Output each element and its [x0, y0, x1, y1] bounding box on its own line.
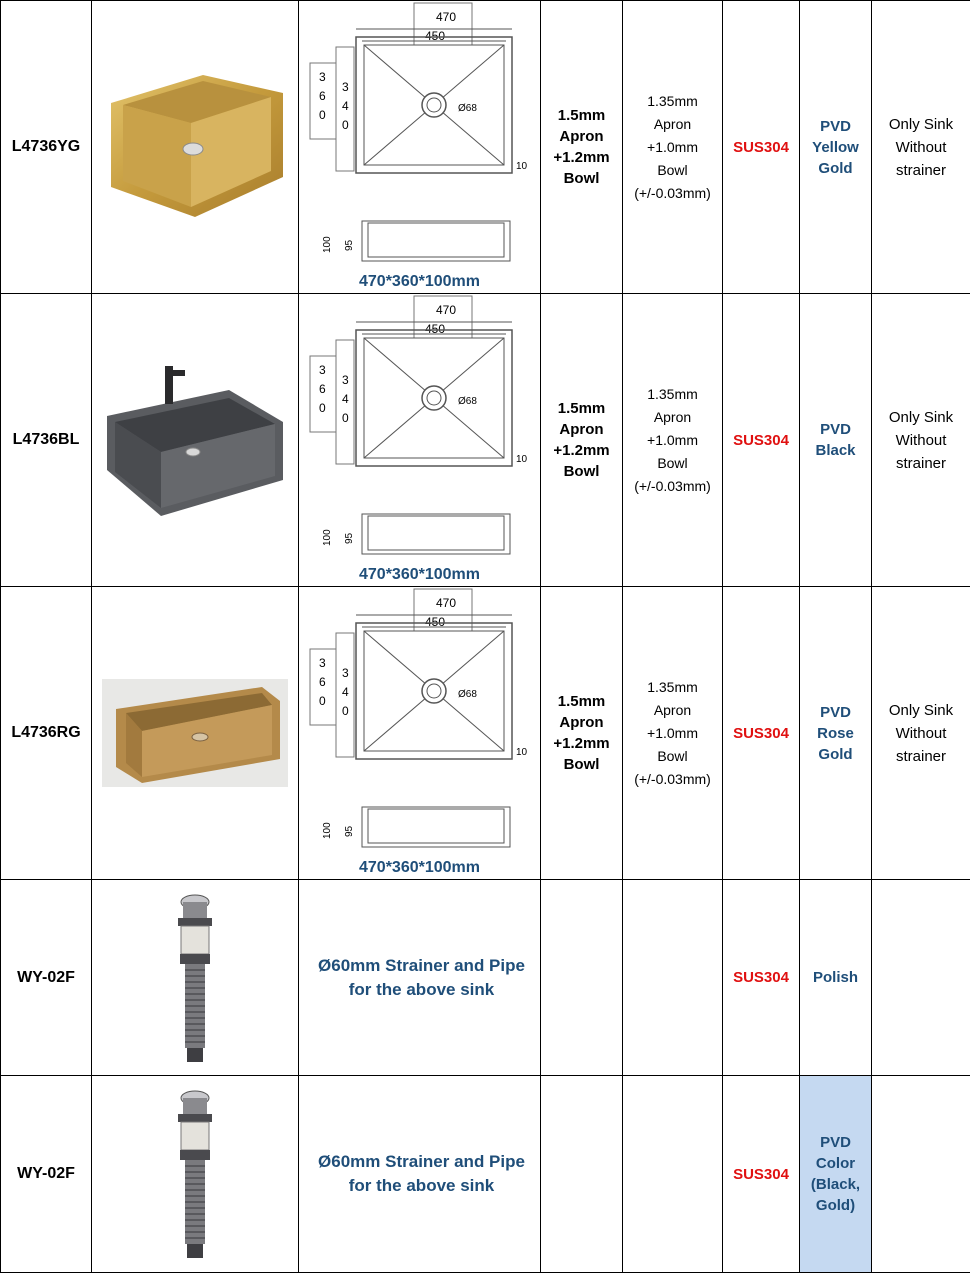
description-line: Ø60mm Strainer and Pipe	[303, 1150, 540, 1174]
tolerance-line: Bowl	[623, 159, 722, 182]
inner-width-label: 450	[425, 322, 445, 336]
material-cell: SUS304	[723, 880, 800, 1076]
remark-line: strainer	[872, 452, 970, 475]
thickness-cell	[541, 880, 623, 1076]
remark-line: strainer	[872, 159, 970, 182]
tolerance-line: +1.0mm	[623, 136, 722, 159]
thickness-line: +1.2mm	[541, 147, 622, 168]
thickness-line: Bowl	[541, 754, 622, 775]
tolerance-line: (+/-0.03mm)	[623, 768, 722, 791]
remark-line: Without	[872, 136, 970, 159]
material-cell: SUS304	[723, 294, 800, 587]
tolerance-cell	[623, 1, 723, 294]
tolerance-line: +1.0mm	[623, 429, 722, 452]
outer-width-label: 470	[436, 10, 456, 24]
finish-line: Rose	[800, 723, 871, 744]
product-photo-cell	[92, 587, 299, 880]
tolerance-line: Apron	[623, 699, 722, 722]
tolerance-line: +1.0mm	[623, 722, 722, 745]
height-inner-label: 95	[344, 532, 355, 544]
drawing-cell	[299, 1, 541, 294]
remark-cell	[872, 880, 970, 1076]
material-cell: SUS304	[723, 1, 800, 294]
thickness-line: Apron	[541, 419, 622, 440]
product-photo-cell	[92, 1, 299, 294]
tolerance-line: (+/-0.03mm)	[623, 475, 722, 498]
table-row	[1, 1076, 970, 1273]
product-code: L4736YG	[1, 1, 92, 294]
remark-line: Only Sink	[872, 406, 970, 429]
outer-depth-digit-1: 3	[319, 70, 326, 84]
tolerance-cell	[623, 587, 723, 880]
finish-cell-highlighted	[800, 1076, 872, 1273]
finish-line: PVD	[800, 116, 871, 137]
tolerance-line: Apron	[623, 406, 722, 429]
drawing-cell	[299, 294, 541, 587]
outer-depth-digit-1: 3	[319, 363, 326, 377]
table-row	[1, 294, 970, 587]
remark-line: Without	[872, 429, 970, 452]
remark-cell	[872, 1076, 970, 1273]
remark-cell	[872, 1, 970, 294]
description-cell	[299, 880, 541, 1076]
corner-radius-label: 10	[516, 747, 528, 758]
thickness-cell	[541, 1, 623, 294]
dimension-caption: 470*360*100mm	[300, 859, 540, 877]
product-photo-cell	[92, 880, 299, 1076]
technical-drawing	[300, 1, 540, 293]
tolerance-cell	[623, 880, 723, 1076]
thickness-line: Apron	[541, 712, 622, 733]
thickness-line: +1.2mm	[541, 440, 622, 461]
finish-cell	[800, 880, 872, 1076]
description-line: Ø60mm Strainer and Pipe	[303, 954, 540, 978]
drain-diameter-label: Ø68	[458, 689, 477, 700]
material-cell: SUS304	[723, 1076, 800, 1273]
height-inner-label: 95	[344, 239, 355, 251]
outer-depth-digit-3: 0	[319, 401, 326, 415]
thickness-line: 1.5mm	[541, 105, 622, 126]
finish-line: Black	[800, 440, 871, 461]
description-line: for the above sink	[303, 1174, 540, 1198]
finish-line: Color	[800, 1153, 871, 1174]
inner-width-label: 450	[425, 615, 445, 629]
inner-depth-digit-2: 4	[342, 99, 349, 113]
outer-width-label: 470	[436, 303, 456, 317]
drain-diameter-label: Ø68	[458, 396, 477, 407]
remark-line: Only Sink	[872, 699, 970, 722]
inner-depth-digit-3: 0	[342, 704, 349, 718]
finish-cell	[800, 1, 872, 294]
table-row	[1, 880, 970, 1076]
technical-drawing	[300, 587, 540, 879]
corner-radius-label: 10	[516, 161, 528, 172]
tolerance-line: Bowl	[623, 745, 722, 768]
technical-drawing	[300, 294, 540, 586]
thickness-cell	[541, 294, 623, 587]
inner-width-label: 450	[425, 29, 445, 43]
finish-line: Gold	[800, 158, 871, 179]
remark-line: Without	[872, 722, 970, 745]
description-cell	[299, 1076, 541, 1273]
inner-depth-digit-3: 0	[342, 118, 349, 132]
thickness-cell	[541, 1076, 623, 1273]
product-code: L4736BL	[1, 294, 92, 587]
tolerance-cell	[623, 1076, 723, 1273]
outer-depth-digit-1: 3	[319, 656, 326, 670]
inner-depth-digit-1: 3	[342, 80, 349, 94]
thickness-line: 1.5mm	[541, 691, 622, 712]
finish-line: Gold	[800, 744, 871, 765]
outer-depth-digit-2: 6	[319, 382, 326, 396]
height-inner-label: 95	[344, 825, 355, 837]
strainer-pipe-photo	[170, 1086, 220, 1262]
finish-line: Polish	[800, 967, 871, 988]
outer-depth-digit-3: 0	[319, 694, 326, 708]
drain-diameter-label: Ø68	[458, 103, 477, 114]
tolerance-line: 1.35mm	[623, 383, 722, 406]
remark-cell	[872, 587, 970, 880]
remark-line: strainer	[872, 745, 970, 768]
description-line: for the above sink	[303, 978, 540, 1002]
inner-depth-digit-2: 4	[342, 685, 349, 699]
finish-cell	[800, 587, 872, 880]
thickness-line: Bowl	[541, 168, 622, 189]
black-rect-sink-photo	[105, 360, 285, 520]
thickness-line: +1.2mm	[541, 733, 622, 754]
height-outer-label: 100	[322, 236, 333, 253]
height-outer-label: 100	[322, 529, 333, 546]
remark-line: Only Sink	[872, 113, 970, 136]
rose-gold-sink-photo	[102, 679, 288, 787]
outer-depth-digit-2: 6	[319, 89, 326, 103]
thickness-line: 1.5mm	[541, 398, 622, 419]
outer-depth-digit-3: 0	[319, 108, 326, 122]
tolerance-line: 1.35mm	[623, 90, 722, 113]
dimension-caption: 470*360*100mm	[300, 273, 540, 291]
inner-depth-digit-1: 3	[342, 666, 349, 680]
thickness-line: Bowl	[541, 461, 622, 482]
product-photo-cell	[92, 294, 299, 587]
finish-line: Yellow	[800, 137, 871, 158]
material-cell: SUS304	[723, 587, 800, 880]
inner-depth-digit-2: 4	[342, 392, 349, 406]
tolerance-line: 1.35mm	[623, 676, 722, 699]
inner-depth-digit-3: 0	[342, 411, 349, 425]
outer-depth-digit-2: 6	[319, 675, 326, 689]
outer-width-label: 470	[436, 596, 456, 610]
height-outer-label: 100	[322, 822, 333, 839]
thickness-line: Apron	[541, 126, 622, 147]
finish-line: PVD	[800, 1132, 871, 1153]
product-code: L4736RG	[1, 587, 92, 880]
finish-line: PVD	[800, 419, 871, 440]
tolerance-line: Bowl	[623, 452, 722, 475]
table-row	[1, 587, 970, 880]
inner-depth-digit-1: 3	[342, 373, 349, 387]
corner-radius-label: 10	[516, 454, 528, 465]
thickness-cell	[541, 587, 623, 880]
tolerance-cell	[623, 294, 723, 587]
tolerance-line: (+/-0.03mm)	[623, 182, 722, 205]
dimension-caption: 470*360*100mm	[300, 566, 540, 584]
strainer-pipe-photo	[170, 890, 220, 1066]
finish-cell	[800, 294, 872, 587]
table-row	[1, 1, 970, 294]
gold-square-sink-photo	[103, 67, 287, 227]
finish-line: (Black,	[800, 1174, 871, 1195]
product-code: WY-02F	[1, 880, 92, 1076]
drawing-cell	[299, 587, 541, 880]
finish-line: PVD	[800, 702, 871, 723]
remark-cell	[872, 294, 970, 587]
product-photo-cell	[92, 1076, 299, 1273]
finish-line: Gold)	[800, 1195, 871, 1216]
product-code: WY-02F	[1, 1076, 92, 1273]
tolerance-line: Apron	[623, 113, 722, 136]
